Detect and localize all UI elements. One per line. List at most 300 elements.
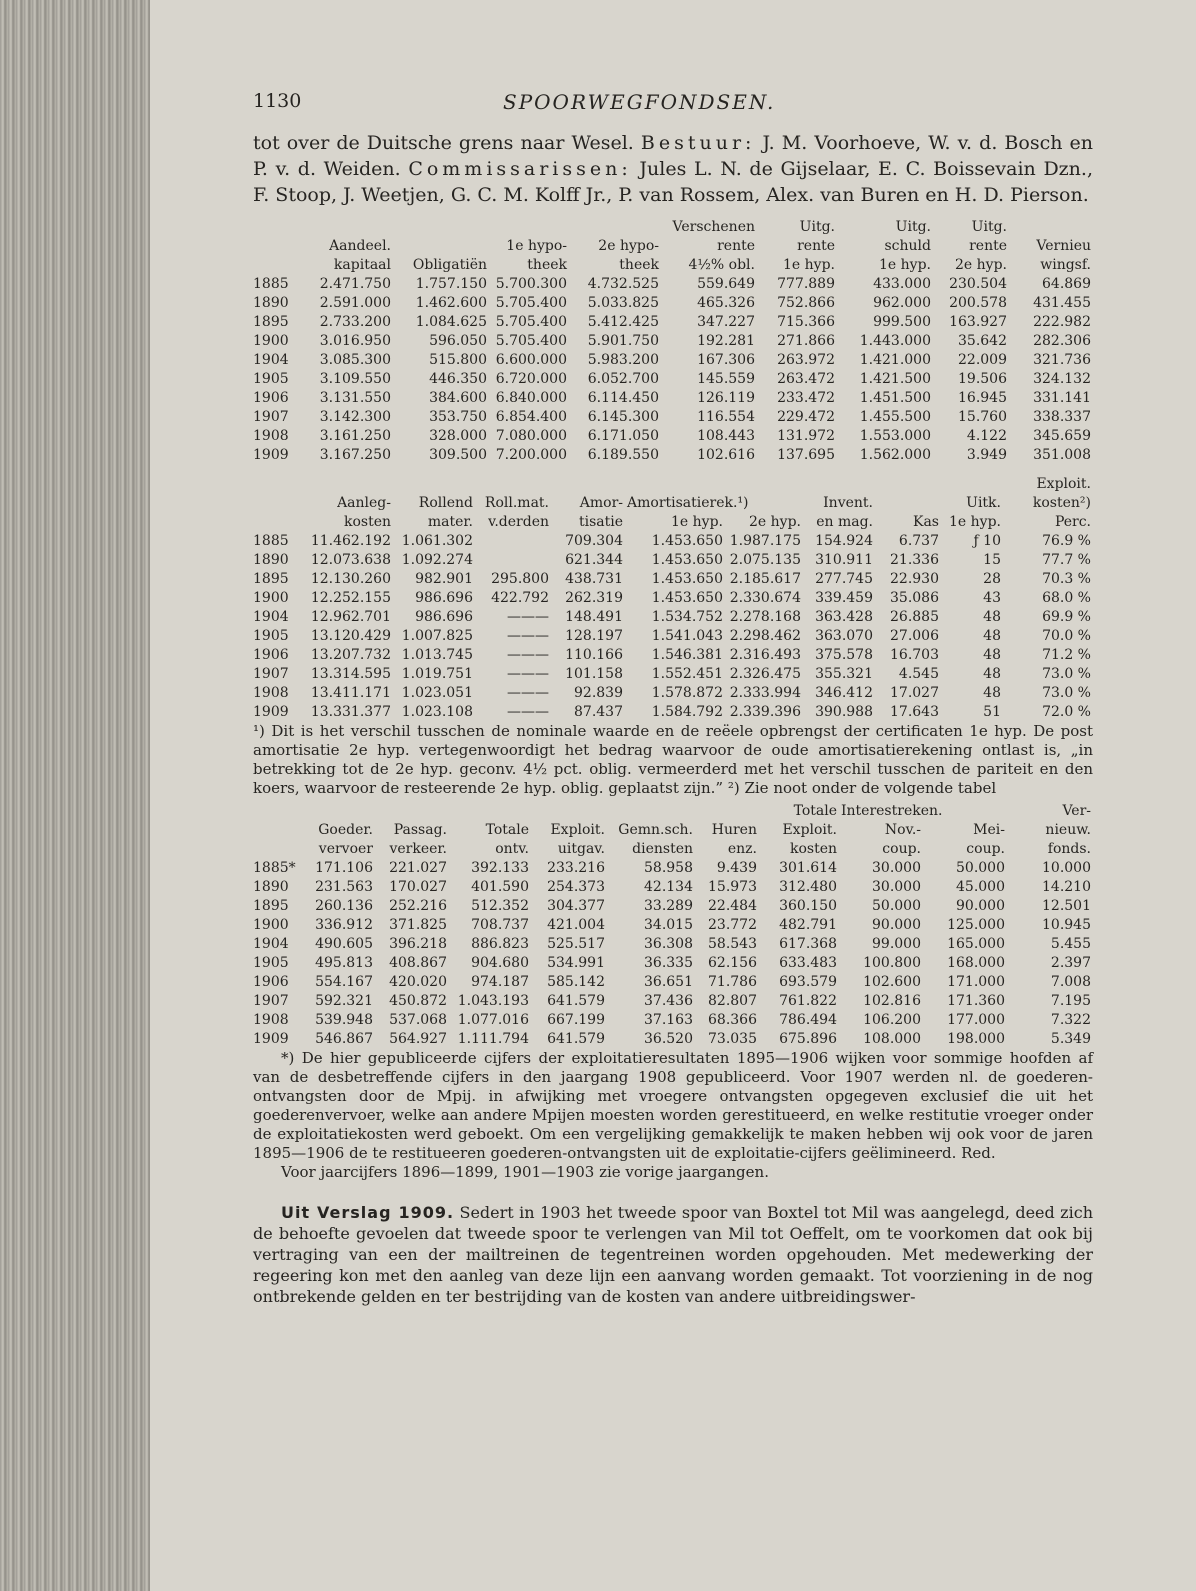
value-cell: 102.600 <box>863 974 921 990</box>
value-cell: 982.901 <box>415 571 473 587</box>
report-lead: Uit Verslag 1909. <box>281 1203 455 1222</box>
value-cell: 433.000 <box>873 276 931 292</box>
value-cell: 16.703 <box>890 647 939 663</box>
value-cell: 36.335 <box>644 955 693 971</box>
value-cell: 371.825 <box>389 917 447 933</box>
book-page <box>150 0 1196 1591</box>
value-cell: 396.218 <box>389 936 447 952</box>
header-cell: 1e hyp. <box>671 514 723 530</box>
value-cell: 495.813 <box>315 955 373 971</box>
value-cell: 363.070 <box>815 628 873 644</box>
table-row <box>253 427 1093 446</box>
header-cell: kosten²) <box>1032 495 1091 511</box>
header-cell <box>393 218 489 237</box>
value-cell: 229.472 <box>777 409 835 425</box>
value-cell: 675.896 <box>779 1031 837 1047</box>
header-cell: Aandeel. <box>329 238 391 254</box>
year-cell: 1895 <box>253 898 289 914</box>
year-cell: 1905 <box>253 628 289 644</box>
value-cell: 102.616 <box>697 447 755 463</box>
value-cell: 252.216 <box>389 898 447 914</box>
value-cell: ——— <box>507 628 549 644</box>
header-cell: 1e hypo- <box>506 238 567 254</box>
value-cell: 353.750 <box>429 409 487 425</box>
header-cell: kosten <box>789 841 837 857</box>
capital-table <box>253 218 1093 465</box>
table-row <box>253 313 1093 332</box>
year-cell: 1885 <box>253 533 289 549</box>
table-row <box>253 551 1093 570</box>
header-cell: Exploit. <box>782 822 837 838</box>
value-cell <box>475 532 551 551</box>
value-cell: 617.368 <box>779 936 837 952</box>
header-cell: Amortisatierek.¹) <box>627 495 749 511</box>
value-cell: 45.000 <box>956 879 1005 895</box>
value-cell: 7.008 <box>1050 974 1091 990</box>
year-cell: 1904 <box>253 352 289 368</box>
value-cell: 5.455 <box>1050 936 1091 952</box>
value-cell: 33.289 <box>644 898 693 914</box>
header-cell: Nov.- <box>884 822 921 838</box>
value-cell: 15.760 <box>958 409 1007 425</box>
header-cell: Exploit. <box>550 822 605 838</box>
value-cell: 277.745 <box>815 571 873 587</box>
value-cell: 1.562.000 <box>859 447 931 463</box>
value-cell: 5.705.400 <box>495 295 567 311</box>
value-cell: 2.326.475 <box>729 666 801 682</box>
header-cell: 1e hyp. <box>879 257 931 273</box>
header-cell: Totale <box>793 803 837 819</box>
header-cell <box>803 475 875 494</box>
table-row <box>253 859 1093 878</box>
value-cell: 6.720.000 <box>495 371 567 387</box>
value-cell: 58.543 <box>708 936 757 952</box>
value-cell: 363.428 <box>815 609 873 625</box>
table-row <box>253 408 1093 427</box>
value-cell: 48 <box>983 685 1001 701</box>
value-cell: 15.973 <box>708 879 757 895</box>
value-cell: 295.800 <box>491 571 549 587</box>
value-cell: 34.015 <box>644 917 693 933</box>
value-cell: 633.483 <box>779 955 837 971</box>
value-cell: 36.308 <box>644 936 693 952</box>
running-title: SPOORWEGFONDSEN. <box>503 90 776 114</box>
year-cell: 1908 <box>253 685 289 701</box>
value-cell: 145.559 <box>697 371 755 387</box>
page-header <box>253 90 1093 130</box>
header-cell: theek <box>527 257 567 273</box>
value-cell: 15 <box>983 552 1001 568</box>
value-cell: 3.142.300 <box>319 409 391 425</box>
value-cell: 1.546.381 <box>651 647 723 663</box>
table-row <box>253 954 1093 973</box>
header-cell: Uitg. <box>799 219 835 235</box>
header-cell: Verschenen <box>672 219 755 235</box>
header-cell <box>253 494 303 513</box>
value-cell: 5.349 <box>1050 1031 1091 1047</box>
table-row <box>253 1030 1093 1049</box>
header-cell: rente <box>797 238 835 254</box>
year-cell: 1906 <box>253 974 289 990</box>
value-cell: 321.736 <box>1033 352 1091 368</box>
header-cell <box>695 802 759 821</box>
value-cell: 331.141 <box>1033 390 1091 406</box>
value-cell: 392.133 <box>471 860 529 876</box>
value-cell: 641.579 <box>547 993 605 1009</box>
table-row <box>253 992 1093 1011</box>
value-cell: 13.331.377 <box>310 704 391 720</box>
header-cell <box>253 218 303 237</box>
value-cell: 12.073.638 <box>310 552 391 568</box>
table-row <box>253 1011 1093 1030</box>
value-cell: 5.983.200 <box>587 352 659 368</box>
value-cell: 450.872 <box>389 993 447 1009</box>
header-cell: Mei- <box>973 822 1005 838</box>
table-row <box>253 608 1093 627</box>
value-cell: 1.584.792 <box>651 704 723 720</box>
value-cell: 131.972 <box>777 428 835 444</box>
value-cell: 1.111.794 <box>457 1031 529 1047</box>
value-cell: 3.161.250 <box>319 428 391 444</box>
header-cell <box>1009 218 1093 237</box>
header-cell: Obligatiën <box>412 257 487 273</box>
value-cell: 525.517 <box>547 936 605 952</box>
value-cell: 82.807 <box>708 993 757 1009</box>
value-cell: 5.705.400 <box>495 314 567 330</box>
value-cell: 100.800 <box>863 955 921 971</box>
table-row <box>253 532 1093 551</box>
header-cell: diensten <box>632 841 693 857</box>
value-cell: 170.027 <box>389 879 447 895</box>
year-cell: 1900 <box>253 590 289 606</box>
value-cell: 42.134 <box>644 879 693 895</box>
value-cell: 101.158 <box>565 666 623 682</box>
value-cell: 546.867 <box>315 1031 373 1047</box>
footnote-previous-years: Voor jaarcijfers 1896—1899, 1901—1903 zie vorige jaargangen. <box>281 1163 769 1181</box>
header-cell: rente <box>969 238 1007 254</box>
header-row <box>253 840 1093 859</box>
value-cell: 5.901.750 <box>587 333 659 349</box>
value-cell: 70.0 % <box>1042 628 1091 644</box>
value-cell: ——— <box>507 704 549 720</box>
value-cell: ——— <box>507 685 549 701</box>
header-cell <box>875 494 941 513</box>
value-cell: 30.000 <box>872 860 921 876</box>
value-cell: 13.120.429 <box>310 628 391 644</box>
value-cell: 68.366 <box>708 1012 757 1028</box>
value-cell: 986.696 <box>415 609 473 625</box>
value-cell: 87.437 <box>574 704 623 720</box>
value-cell: 6.171.050 <box>587 428 659 444</box>
value-cell: 58.958 <box>644 860 693 876</box>
value-cell: 3.016.950 <box>319 333 391 349</box>
value-cell: 2.298.462 <box>729 628 801 644</box>
value-cell: 230.504 <box>949 276 1007 292</box>
header-cell: Exploit. <box>1036 476 1091 492</box>
value-cell: 490.605 <box>315 936 373 952</box>
value-cell: 168.000 <box>947 955 1005 971</box>
value-cell: 282.306 <box>1033 333 1091 349</box>
value-cell: 6.145.300 <box>587 409 659 425</box>
value-cell: ——— <box>507 647 549 663</box>
value-cell: 12.962.701 <box>310 609 391 625</box>
table-row <box>253 935 1093 954</box>
value-cell <box>475 551 551 570</box>
value-cell: 69.9 % <box>1042 609 1091 625</box>
year-cell: 1890 <box>253 552 289 568</box>
value-cell: 693.579 <box>779 974 837 990</box>
value-cell: 438.731 <box>565 571 623 587</box>
annual-report-paragraph <box>253 1202 1093 1307</box>
header-cell: vervoer <box>318 841 373 857</box>
value-cell: 345.659 <box>1033 428 1091 444</box>
value-cell: 6.114.450 <box>587 390 659 406</box>
value-cell: 1.987.175 <box>729 533 801 549</box>
value-cell: 13.411.171 <box>310 685 391 701</box>
value-cell: 2.591.000 <box>319 295 391 311</box>
value-cell: 1.453.650 <box>651 552 723 568</box>
value-cell: 355.321 <box>815 666 873 682</box>
value-cell: 328.000 <box>429 428 487 444</box>
value-cell: 16.945 <box>958 390 1007 406</box>
value-cell: 1.578.872 <box>651 685 723 701</box>
year-cell: 1885 <box>253 276 289 292</box>
table-row <box>253 897 1093 916</box>
footnote-amortisation: ¹) Dit is het verschil tusschen de nominale waarde en de reëele opbrengst der certificaten 1e hyp. De post amortisatie 2e hyp. vertegenwoordigt het bedrag waarvoor de oude amortisatierekening ontlast is, „in betrekking tot de 2e hyp. geconv. 4½ pct. oblig. vermeerderd met het verschil tusschen de pariteit en den koers, waarvoor de resteerende 2e hyp. oblig. geplaatst zijn.” ²) Zie noot onder de volgende tabel <box>253 722 1093 797</box>
value-cell: 1.462.600 <box>415 295 487 311</box>
value-cell: 1.757.150 <box>415 276 487 292</box>
value-cell: 1.043.193 <box>457 993 529 1009</box>
header-cell: ontv. <box>495 841 529 857</box>
value-cell: 1.077.016 <box>457 1012 529 1028</box>
header-cell <box>253 475 303 494</box>
value-cell: 708.737 <box>471 917 529 933</box>
value-cell: 2.733.200 <box>319 314 391 330</box>
value-cell: 351.008 <box>1033 447 1091 463</box>
header-cell: coup. <box>882 841 921 857</box>
report-text: Sedert in 1903 het tweede spoor van Boxtel tot Mil was aangelegd, deed zich de behoefte gevoelen dat tweede spoor te verlengen van Mil tot Oeffelt, om te voorkomen dat ook bij vertraging van een der mailtreinen de tegentreinen worden opgehouden. Met medewerking der regeering kon met den aanleg van deze lijn een aanvang worden gemaakt. Tot voorziening in de nog ontbrekende gelden en ter bestrijding van de kosten van andere uitbreidingswer- <box>253 1203 1093 1306</box>
value-cell: 5.705.400 <box>495 333 567 349</box>
table-row <box>253 294 1093 313</box>
value-cell: 1.092.274 <box>401 552 473 568</box>
header-cell: en mag. <box>816 514 873 530</box>
value-cell: 6.189.550 <box>587 447 659 463</box>
value-cell: 1.541.043 <box>651 628 723 644</box>
value-cell: 128.197 <box>565 628 623 644</box>
header-cell: Ver- <box>1062 803 1091 819</box>
value-cell: 28 <box>983 571 1001 587</box>
value-cell: 48 <box>983 628 1001 644</box>
table-row <box>253 370 1093 389</box>
value-cell: 6.737 <box>898 533 939 549</box>
value-cell: 171.106 <box>315 860 373 876</box>
header-cell: nieuw. <box>1045 822 1091 838</box>
construction-table-body <box>253 475 1093 722</box>
header-cell <box>489 218 569 237</box>
value-cell: 786.494 <box>779 1012 837 1028</box>
value-cell: 35.086 <box>890 590 939 606</box>
value-cell: 339.459 <box>815 590 873 606</box>
header-cell: fonds. <box>1047 841 1091 857</box>
value-cell: 171.000 <box>947 974 1005 990</box>
value-cell: 512.352 <box>471 898 529 914</box>
value-cell: 761.822 <box>779 993 837 1009</box>
value-cell: 1.023.108 <box>401 704 473 720</box>
value-cell: 2.075.135 <box>729 552 801 568</box>
value-cell: 22.484 <box>708 898 757 914</box>
value-cell: 709.304 <box>565 533 623 549</box>
table-row <box>253 351 1093 370</box>
value-cell: 7.322 <box>1050 1012 1091 1028</box>
value-cell: 4.122 <box>966 428 1007 444</box>
header-cell: Totale <box>485 822 529 838</box>
value-cell: 592.321 <box>315 993 373 1009</box>
header-row <box>253 513 1093 532</box>
value-cell: 667.199 <box>547 1012 605 1028</box>
value-cell: 263.472 <box>777 371 835 387</box>
table-row <box>253 275 1093 294</box>
year-cell: 1908 <box>253 428 289 444</box>
value-cell: 177.000 <box>947 1012 1005 1028</box>
value-cell: 22.930 <box>890 571 939 587</box>
value-cell: 92.839 <box>574 685 623 701</box>
value-cell: 148.491 <box>565 609 623 625</box>
header-cell: uitgav. <box>557 841 605 857</box>
value-cell: 421.004 <box>547 917 605 933</box>
header-cell: Uitg. <box>895 219 931 235</box>
value-cell: 233.472 <box>777 390 835 406</box>
book-page-edges <box>0 0 150 1591</box>
header-cell <box>253 802 303 821</box>
commissarissen-label: Commissarissen: <box>408 158 632 180</box>
value-cell: 73.035 <box>708 1031 757 1047</box>
header-cell: 1e hyp. <box>783 257 835 273</box>
header-cell: tisatie <box>578 514 623 530</box>
header-cell: mater. <box>427 514 473 530</box>
value-cell: 30.000 <box>872 879 921 895</box>
header-row <box>253 494 1093 513</box>
header-cell <box>725 475 803 494</box>
header-cell <box>393 237 489 256</box>
value-cell: ——— <box>507 609 549 625</box>
value-cell: 537.068 <box>389 1012 447 1028</box>
value-cell: 48 <box>983 647 1001 663</box>
header-cell <box>253 256 303 275</box>
value-cell: 71.2 % <box>1042 647 1091 663</box>
value-cell: 1.443.000 <box>859 333 931 349</box>
table-row <box>253 646 1093 665</box>
year-cell: 1906 <box>253 647 289 663</box>
value-cell: 165.000 <box>947 936 1005 952</box>
header-cell: Perc. <box>1054 514 1091 530</box>
header-cell: 4½% obl. <box>688 257 755 273</box>
year-cell: 1885* <box>253 860 296 876</box>
value-cell: 37.436 <box>644 993 693 1009</box>
value-cell: 1.451.500 <box>859 390 931 406</box>
value-cell: 90.000 <box>956 898 1005 914</box>
header-cell: Gemn.sch. <box>618 822 693 838</box>
value-cell: 2.339.396 <box>729 704 801 720</box>
value-cell: 5.033.825 <box>587 295 659 311</box>
value-cell: 1.553.000 <box>859 428 931 444</box>
footnote-exploitation: *) De hier gepubliceerde cijfers der exploitatieresultaten 1895—1906 wijken voor sommige hoofden af van de desbetreffende cijfers in den jaargang 1908 gepubliceerd. Voor 1907 werden nl. de goederen-ontvangsten door de Mpij. in afwijking met vroegere ontvangsten opgegeven exclusief die uit het goederenvervoer, welke aan andere Mpijen moesten worden gerestitueerd, en welke restitutie vroeger onder de exploitatiekosten werd geboekt. Om een vergelijking gemakkelijk te maken hebben wij ook voor de jaren 1895—1906 de te restitueeren goederen-ontvangsten uit de exploitatie-cijfers geëlimineerd. Red. <box>253 1049 1093 1162</box>
header-cell: Roll.mat. <box>484 495 549 511</box>
header-cell: wingsf. <box>1040 257 1091 273</box>
header-cell <box>475 475 551 494</box>
value-cell: 408.867 <box>389 955 447 971</box>
value-cell: 1.534.752 <box>651 609 723 625</box>
value-cell: 904.680 <box>471 955 529 971</box>
header-cell: Passag. <box>393 822 447 838</box>
header-cell <box>569 218 661 237</box>
value-cell: 1.453.650 <box>651 590 723 606</box>
value-cell: 9.439 <box>716 860 757 876</box>
value-cell: 312.480 <box>779 879 837 895</box>
value-cell: 35.642 <box>958 333 1007 349</box>
value-cell: 70.3 % <box>1042 571 1091 587</box>
value-cell: 36.651 <box>644 974 693 990</box>
value-cell: 1.007.825 <box>401 628 473 644</box>
value-cell: 2.330.674 <box>729 590 801 606</box>
value-cell: 72.0 % <box>1042 704 1091 720</box>
value-cell: 375.578 <box>815 647 873 663</box>
year-cell: 1908 <box>253 1012 289 1028</box>
header-cell: Uitk. <box>966 495 1001 511</box>
year-cell: 1907 <box>253 993 289 1009</box>
value-cell: 271.866 <box>777 333 835 349</box>
value-cell: 420.020 <box>389 974 447 990</box>
value-cell: 10.945 <box>1042 917 1091 933</box>
table-row <box>253 973 1093 992</box>
header-row <box>253 237 1093 256</box>
value-cell: 384.600 <box>429 390 487 406</box>
header-cell: verkeer. <box>389 841 447 857</box>
header-cell: rente <box>717 238 755 254</box>
header-cell <box>253 840 303 859</box>
value-cell: 3.109.550 <box>319 371 391 387</box>
year-cell: 1907 <box>253 666 289 682</box>
value-cell: 304.377 <box>547 898 605 914</box>
value-cell: 390.988 <box>815 704 873 720</box>
header-cell: enz. <box>727 841 757 857</box>
header-cell: Invent. <box>823 495 873 511</box>
bestuur-label: Bestuur: <box>640 132 756 154</box>
header-cell: theek <box>619 257 659 273</box>
header-cell: Huren <box>711 822 757 838</box>
value-cell: 221.027 <box>389 860 447 876</box>
value-cell: 36.520 <box>644 1031 693 1047</box>
header-cell: 1e hyp. <box>949 514 1001 530</box>
value-cell: 338.337 <box>1033 409 1091 425</box>
header-cell: Kas <box>913 514 939 530</box>
exploitation-table <box>253 802 1093 1049</box>
header-row <box>253 821 1093 840</box>
value-cell: 3.167.250 <box>319 447 391 463</box>
intro-text-3: Jules L. N. de Gijselaar, E. C. Boissevain Dzn., F. Stoop, J. Weetjen, G. C. M. Kolff Jr., P. van Rossem, Alex. van Buren en H. D. Pierson. <box>253 158 1093 206</box>
header-cell <box>625 475 725 494</box>
value-cell: 559.649 <box>697 276 755 292</box>
value-cell: 1.421.500 <box>859 371 931 387</box>
value-cell: 233.216 <box>547 860 605 876</box>
value-cell: 1.023.051 <box>401 685 473 701</box>
value-cell: 2.397 <box>1050 955 1091 971</box>
value-cell: 200.578 <box>949 295 1007 311</box>
year-cell: 1895 <box>253 314 289 330</box>
value-cell: 1.061.302 <box>401 533 473 549</box>
value-cell: 262.319 <box>565 590 623 606</box>
page-number: 1130 <box>253 90 302 112</box>
value-cell: 534.991 <box>547 955 605 971</box>
